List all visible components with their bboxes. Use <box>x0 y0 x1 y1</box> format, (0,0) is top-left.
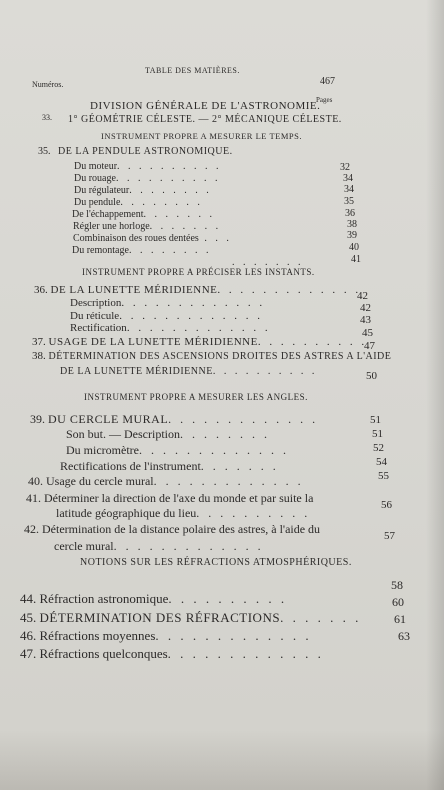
leader-dots: . . . . . . . . . . . . . <box>168 412 319 426</box>
leader-dots: . . . . . . . <box>200 459 279 473</box>
column-label-pages: Pages <box>316 96 333 104</box>
mural-item-label: Du micromètre <box>66 443 139 457</box>
pendule-item-page: 41 <box>351 254 361 265</box>
leader-dots: . . . . . . . . . . . . . <box>217 284 362 296</box>
leader-dots: . . . . . . . . . . . . . <box>126 322 271 334</box>
entry-35-text: DE LA PENDULE ASTRONOMIQUE. <box>58 146 233 157</box>
entry-41-line1: Déterminer la direction de l'axe du monde et par suite la <box>44 491 314 505</box>
entry-40-number: 40. <box>28 474 43 488</box>
lunette-item-label: Du réticule <box>70 310 120 322</box>
entry-37 <box>32 336 367 348</box>
leader-dots: . . . . . . . . . . . . . <box>138 443 289 457</box>
refraction-item-number: 47. <box>20 646 37 661</box>
refraction-item-label: Réfraction astronomique <box>39 591 169 606</box>
entry-36-number: 36. <box>34 284 48 296</box>
pendule-item-label: Du rouage <box>74 173 116 184</box>
lunette-item-label: Rectification <box>70 322 127 334</box>
section-heading-angles: INSTRUMENT PROPRE A MESURER LES ANGLES. <box>84 392 308 402</box>
lunette-item <box>70 322 271 334</box>
entry-39-number: 39. <box>30 412 45 426</box>
column-label-numeros: Numéros. <box>32 80 64 89</box>
leader-dots: . . . . . . . <box>149 221 222 232</box>
pendule-item-page: 35 <box>344 196 354 207</box>
pendule-item-page: 40 <box>349 242 359 253</box>
entry-36-text: DE LA LUNETTE MÉRIDIENNE <box>50 284 218 296</box>
pendule-item <box>74 197 203 208</box>
pendule-item-label: Du moteur <box>74 161 118 172</box>
entry-42-number: 42. <box>24 522 39 536</box>
entry-37-number: 37. <box>32 336 46 348</box>
refraction-item <box>20 628 312 644</box>
leader-dots: . . . . . . . . <box>129 185 212 196</box>
mural-item-page: 52 <box>373 442 384 454</box>
entry-38-number: 38. <box>32 350 46 362</box>
entry-40-page: 55 <box>378 470 389 482</box>
leader-dots: . . . . . . . <box>280 610 362 625</box>
refraction-item-page: 63 <box>398 629 410 643</box>
leader-dots: . . . . . . . . . . . . . <box>119 310 263 322</box>
entry-40 <box>28 474 304 489</box>
pendule-item <box>73 221 221 232</box>
pendule-item-page: 38 <box>347 219 357 230</box>
entry-39-text: DU CERCLE MURAL <box>48 412 169 426</box>
entry-36 <box>34 284 361 296</box>
refraction-item-label: Réfractions quelconques <box>39 646 168 661</box>
pendule-item-page: 39 <box>347 230 357 241</box>
refraction-item-page: 60 <box>392 595 404 609</box>
leader-dots: . . . . . . . . . . . . . <box>121 297 266 309</box>
leader-dots: . . . . . . . . . . <box>117 161 222 172</box>
entry-39 <box>30 412 318 427</box>
leader-dots: . . . . . . . . . . <box>212 366 318 377</box>
header-page-number: 467 <box>320 76 335 87</box>
leader-dots: . . . . . . . . . . . . . <box>113 539 264 553</box>
refraction-item-number: 44. <box>20 591 37 606</box>
pendule-item-label: Du remontage <box>72 245 129 256</box>
pendule-item <box>72 245 211 256</box>
page-edge-shadow <box>426 0 444 790</box>
leader-dots: . . . . . . . . . . <box>196 506 311 520</box>
mural-item <box>60 459 279 474</box>
entry-41-page: 56 <box>381 499 392 511</box>
refraction-item-number: 46. <box>20 628 37 643</box>
leader-dots: . . . . . . . . . . <box>257 336 368 348</box>
lunette-item-page: 43 <box>360 314 371 326</box>
entry-35-number: 35. <box>38 146 51 157</box>
mural-item-label: Rectifications de l'instrument <box>60 459 201 473</box>
refraction-item-label: DÉTERMINATION DES RÉFRACTIONS <box>39 610 281 625</box>
entry-38-line2: DE LA LUNETTE MÉRIDIENNE <box>60 366 213 377</box>
page-bottom-shadow <box>0 730 444 790</box>
lunette-item-page: 45 <box>362 327 373 339</box>
entry-38-line1: DÉTERMINATION DES ASCENSIONS DROITES DES ASTRES A L'AIDE <box>48 351 392 362</box>
entry-42-line2: cercle mural <box>54 539 114 553</box>
entry-36-page: 42 <box>357 290 368 302</box>
pendule-item <box>74 173 220 184</box>
leader-dots: . . . . . . . <box>143 209 215 220</box>
leader-dots: . . . . . . . . <box>120 197 203 208</box>
leader-dots: . . . . . . . . <box>180 427 270 441</box>
entry-42 <box>24 522 320 537</box>
pendule-item-page: 34 <box>343 173 353 184</box>
entry-33-number: 33. <box>42 113 52 122</box>
entry-33-text: 1° GÉOMÉTRIE CÉLESTE. — 2° MÉCANIQUE CÉLESTE. <box>68 114 342 125</box>
leader-dots: . . . . . . . . . . . . . <box>167 646 324 661</box>
leader-dots: . . . . . . . . <box>128 245 212 256</box>
entry-41 <box>26 491 313 506</box>
section-heading-refractions: NOTIONS SUR LES RÉFRACTIONS ATMOSPHÉRIQUES. <box>80 557 352 568</box>
pendule-item-label: De l'échappement <box>72 209 144 220</box>
mural-item-label: Son but. — Description <box>66 427 180 441</box>
pendule-item-page: 36 <box>345 208 355 219</box>
entry-41-continuation <box>56 506 310 521</box>
leader-dots: . . . . . . . . . . . . . <box>155 628 312 643</box>
leader-dots: . . . . . . . <box>232 257 304 268</box>
leader-dots: . . . . . . . . . . <box>168 591 288 606</box>
entry-41-line2: latitude géographique du lieu <box>56 506 197 520</box>
leader-dots: . . . . . . . . . . <box>115 173 221 184</box>
section-heading-time: INSTRUMENT PROPRE A MESURER LE TEMPS. <box>101 131 302 141</box>
entry-38-continuation <box>60 366 317 377</box>
refraction-top-page: 58 <box>391 578 403 592</box>
entry-42-line1: Détermination de la distance polaire des astres, à l'aide du <box>42 522 321 536</box>
pendule-item <box>74 185 212 196</box>
entry-42-continuation <box>54 539 264 554</box>
entry-37-page: 47 <box>364 340 375 352</box>
entry-38 <box>32 350 391 362</box>
entry-41-number: 41. <box>26 491 41 505</box>
entry-37-text: USAGE DE LA LUNETTE MÉRIDIENNE <box>48 336 258 348</box>
mural-item <box>66 427 270 442</box>
refraction-item <box>20 610 361 626</box>
mural-item-page: 51 <box>372 428 383 440</box>
refraction-item-label: Réfractions moyennes <box>39 628 156 643</box>
mural-item <box>66 443 289 458</box>
lunette-item-label: Description <box>70 297 122 309</box>
refraction-item <box>20 591 287 607</box>
entry-39-page: 51 <box>370 414 381 426</box>
pendule-item-label: Du régulateur <box>74 185 130 196</box>
entry-38-page: 50 <box>366 370 377 382</box>
lunette-item <box>70 310 263 322</box>
running-title: TABLE DES MATIÈRES. <box>145 66 240 75</box>
lunette-item <box>70 297 265 309</box>
pendule-item <box>73 233 232 244</box>
pendule-item-label: Régler une horloge <box>73 221 150 232</box>
division-title: DIVISION GÉNÉRALE DE L'ASTRONOMIE. <box>90 100 321 112</box>
leader-dots: . . . . . . . . . . . . . <box>153 474 304 488</box>
pendule-item-page: 32 <box>340 162 350 173</box>
entry-42-page: 57 <box>384 530 395 542</box>
section-heading-instants: INSTRUMENT PROPRE A PRÉCISER LES INSTANTS. <box>82 267 315 277</box>
pendule-item-label: Combinaison des roues dentées <box>73 233 199 244</box>
pendule-item <box>74 161 222 172</box>
pendule-item-page: 34 <box>344 184 354 195</box>
leader-dots: . . . <box>198 233 232 244</box>
lunette-item-page: 42 <box>360 302 371 314</box>
pendule-item-label: Du pendule <box>74 197 121 208</box>
refraction-item <box>20 646 324 662</box>
pendule-item <box>72 209 215 220</box>
mural-item-page: 54 <box>376 456 387 468</box>
entry-40-text: Usage du cercle mural <box>46 474 154 488</box>
refraction-item-number: 45. <box>20 610 37 625</box>
refraction-item-page: 61 <box>394 612 406 626</box>
